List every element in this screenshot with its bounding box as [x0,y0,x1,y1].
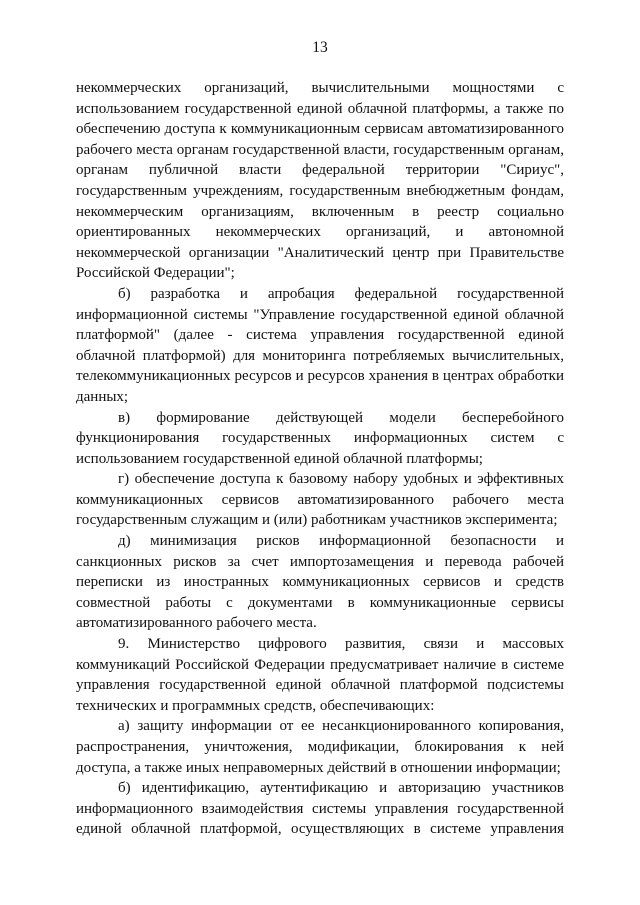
paragraph-item-d: д) минимизация рисков информационной безопасности и санкционных рисков за счет импортозамещения и перевода рабочей переписки из иностранных коммуникационных сервисов и средств совместной работы с документами в коммуникационные сервисы автоматизированного рабочего места. [76,533,564,632]
paragraph-item-v: в) формирование действующей модели бесперебойного функционирования государственных информационных систем с использованием государственной единой облачной платформы; [76,409,564,467]
paragraph-item-a: а) защиту информации от ее несанкционированного копирования, распространения, уничтожения, модификации, блокирования к ней доступа, а также иных неправомерных действий в отношении информации; [76,718,564,776]
paragraph-item-b: б) разработка и апробация федеральной государственной информационной системы "Управление государственной единой облачной платформой" (далее - система управления государственной единой облачной платформой) для мониторинга потребляемых вычислительных, телекоммуникационных ресурсов и ресурсов хранения в центрах обработки данных; [76,285,564,405]
paragraph-item-b-2: б) идентификацию, аутентификацию и авторизацию участников информационного взаимодействия системы управления государственной единой облачной платформой, осуществляющих в системе управления [76,780,564,838]
page-number: 13 [312,39,328,56]
paragraph-item-g: г) обеспечение доступа к базовому набору удобных и эффективных коммуникационных сервисов автоматизированного рабочего места государственным служащим и (или) работникам участников эксперимента; [76,471,564,529]
paragraph-continuation: некоммерческих организаций, вычислительными мощностями с использованием государственной единой облачной платформы, а также по обеспечению доступа к коммуникационным сервисам автоматизированного рабочего места органам государственной власти, государственным органам, органам публичной власти федеральной территории "Сириус", государственным учреждениям, государственным внебюджетным фондам, некоммерческим организациям, включенным в реестр социально ориентированных некоммерческих организаций, и автономной некоммерческой организации "Аналитический центр при Правительстве Российской Федерации"; [76,80,564,282]
document-body [76,78,564,840]
paragraph-section-9: 9. Министерство цифрового развития, связи и массовых коммуникаций Российской Федерации предусматривает наличие в системе управления государственной единой облачной платформой подсистемы технических и программных средств, обеспечивающих: [76,636,564,714]
